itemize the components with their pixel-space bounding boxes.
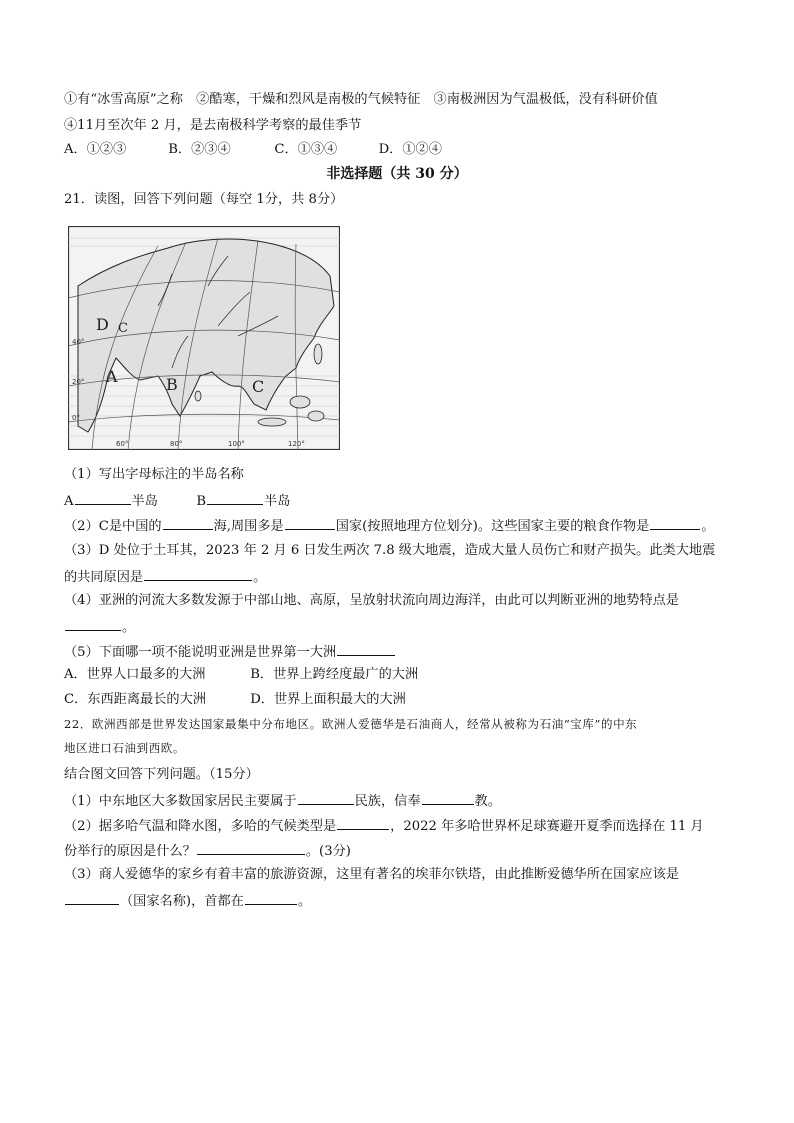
q22-p3-line2: （国家名称)，首都在 。 xyxy=(64,890,311,912)
q20-option-a: A．①②③ xyxy=(64,142,127,157)
map-letter-b: B xyxy=(166,375,178,394)
q20-options xyxy=(64,140,442,160)
q21-answer-blank-terrain[interactable] xyxy=(65,616,121,631)
q22-p2-line2: 份举行的原因是什么？ 。(3分) xyxy=(64,840,351,862)
q21-answer-blank-a[interactable] xyxy=(75,490,131,505)
svg-text:60°: 60° xyxy=(116,440,129,448)
q20-option-c: C．①③④ xyxy=(274,142,338,157)
q21-answer-blank-crop[interactable] xyxy=(650,515,700,530)
q22-p3-line1: （3）商人爱德华的家乡有着丰富的旅游资源，这里有著名的埃菲尔铁塔，由此推断爱德华所在国家应该是 xyxy=(64,867,680,882)
q21-p4-line1: （4）亚洲的河流大多数发源于中部山地、高原，呈放射状流向周边海洋，由此可以判断亚洲的地势特点是 xyxy=(64,593,680,608)
q21-option-c: C．东西距离最长的大洲 xyxy=(64,692,206,707)
svg-text:20°: 20° xyxy=(72,378,85,386)
q21-p1: （1）写出字母标注的半岛名称 xyxy=(64,467,244,482)
svg-text:120°: 120° xyxy=(288,440,305,448)
q21-answer-blank-sea[interactable] xyxy=(163,515,213,530)
q21-option-d: D．世界上面积最大的大洲 xyxy=(250,692,406,707)
q22-intro-line1: 22．欧洲西部是世界发达国家最集中分布地区。欧洲人爱德华是石油商人，经常从被称为石油“宝库”的中东 xyxy=(64,717,638,731)
q21-option-b: B．世界上跨经度最广的大洲 xyxy=(250,667,419,682)
q21-p2: （2）C是中国的 海,周围多是 国家(按照地理方位划分)。这些国家主要的粮食作物是 。 xyxy=(64,515,715,537)
svg-text:40°: 40° xyxy=(72,338,85,346)
q21-answer-blank-countries[interactable] xyxy=(285,515,335,530)
q20-option-d: D．①②④ xyxy=(378,142,442,157)
q20-option-b: B．②③④ xyxy=(168,142,231,157)
q21-p1-answers: A 半岛 B 半岛 xyxy=(64,490,290,512)
q21-answer-blank-p5[interactable] xyxy=(337,641,395,656)
q22-intro-line2: 地区进口石油到西欧。 xyxy=(64,741,185,755)
q21-p4-line2: 。 xyxy=(64,616,135,638)
map-letter-c: C xyxy=(252,377,265,396)
q20-statements-line2: ④11月至次年 2 月，是去南极科学考察的最佳季节 xyxy=(64,118,362,133)
q21-stem: 21．读图，回答下列问题（每空 1分，共 8分） xyxy=(64,192,344,207)
svg-text:80°: 80° xyxy=(170,440,183,448)
q21-answer-blank-earthquake[interactable] xyxy=(144,566,252,581)
section-title: 非选择题（共 30 分） xyxy=(326,166,468,182)
q22-answer-blank-religion[interactable] xyxy=(422,790,474,805)
q22-answer-blank-country[interactable] xyxy=(65,890,119,905)
q21-p5-options-row2 xyxy=(64,690,406,710)
svg-text:0°: 0° xyxy=(72,414,80,422)
q21-p5: （5）下面哪一项不能说明亚洲是世界第一大洲 xyxy=(64,641,396,663)
map-letter-d: D xyxy=(96,315,109,334)
q21-p3-line1: （3）D 处位于土耳其，2023 年 2 月 6 日发生两次 7.8 级大地震，造成大量人员伤亡和财产损失。此类大地震 xyxy=(64,543,716,558)
q22-p1: （1）中东地区大多数国家居民主要属于 民族，信奉 教。 xyxy=(64,790,501,812)
q21-option-a: A．世界人口最多的大洲 xyxy=(64,667,206,682)
q22-answer-blank-capital[interactable] xyxy=(245,890,297,905)
q21-p3-line2: 的共同原因是 。 xyxy=(64,566,266,588)
q22-answer-blank-climate[interactable] xyxy=(337,815,389,830)
q22-answer-blank-race[interactable] xyxy=(298,790,354,805)
q21-p5-options-row1 xyxy=(64,665,418,685)
q20-statements-line1: ①有“冰雪高原”之称 ②酷寒，干燥和烈风是南极的气候特征 ③南极洲因为气温极低，没有科研价值 xyxy=(64,92,658,107)
map-letter-a: A xyxy=(106,367,118,386)
q22-stem: 结合图文回答下列问题。（15分） xyxy=(64,767,259,782)
q22-answer-blank-reason[interactable] xyxy=(197,840,305,855)
map-letter-c-west: C xyxy=(118,321,128,336)
q22-p2-line1: （2）据多哈气温和降水图，多哈的气候类型是 ，2022 年多哈世界杯足球赛避开夏季而选择在 11 月 xyxy=(64,815,704,837)
q21-answer-blank-b[interactable] xyxy=(207,490,263,505)
asia-map xyxy=(68,226,340,450)
svg-text:100°: 100° xyxy=(228,440,245,448)
